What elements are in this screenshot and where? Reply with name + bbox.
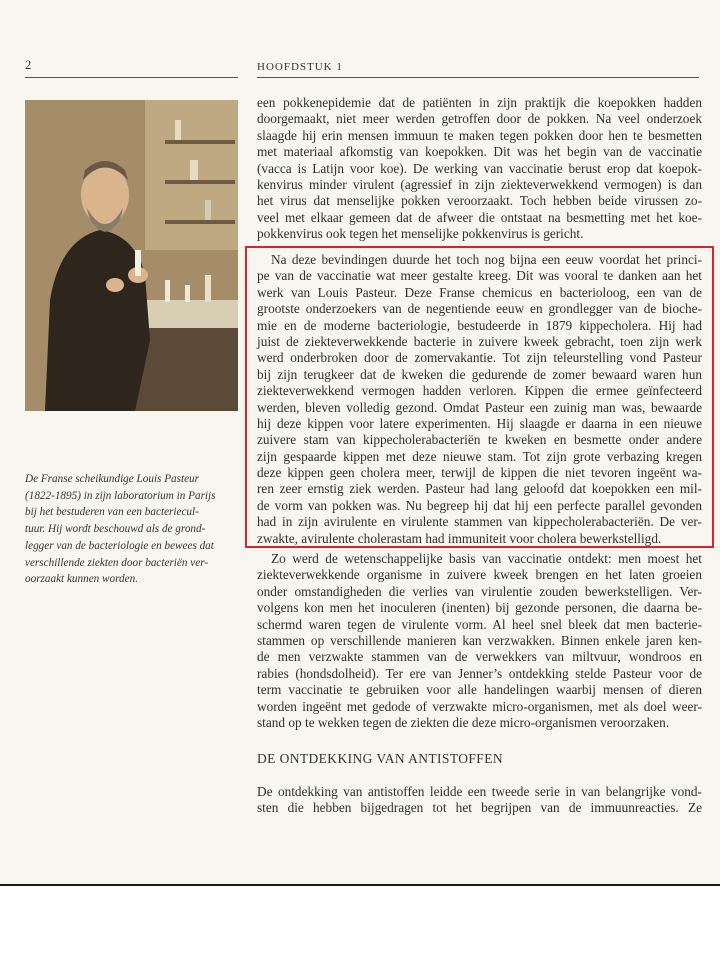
text-line: had in zijn avirulente en virulente stammen van kippecholerabacteriën. De ver- — [257, 514, 702, 530]
header-rule-right — [257, 77, 699, 78]
text-line: de vorm van pokken was. Nu begreep hij dat hij een perfecte parallel gevonden — [257, 497, 702, 513]
caption-line: De Franse scheikundige Louis Pasteur — [25, 473, 200, 485]
text-line: ziekteverwekkende organisme in zuivere kweek brengen en het laten groeien — [257, 567, 702, 583]
portrait-illustration — [25, 100, 238, 411]
text-line: grootste onderzoekers van de negentiende eeuw en grondlegger van de bioche- — [257, 301, 702, 317]
caption-line: (1822-1895) in zijn laboratorium in Parijs — [25, 489, 216, 502]
text-line: slaagde hij erin mensen immuun te maken tegen pokken door hen te besmetten — [257, 127, 702, 143]
text-line: werd onderbroken door de zomervakantie. Tot zijn teleurstelling vond Pasteur — [257, 350, 702, 366]
paragraph-1 — [257, 95, 702, 243]
caption-line: verschillende ziekten door bacteriën ver- — [25, 556, 209, 569]
text-line: doorgemaakt, niet meer werden getroffen door de pokken. Na veel onderzoek — [257, 111, 702, 127]
caption-line: oorzaakt kunnen worden. — [25, 573, 138, 586]
text-line: ziekteverwekkend vermogen hadden verloren. Kippen die ermee geïnfecteerd — [257, 383, 702, 399]
text-line: bij zijn terugkeer dat de kweken die gedurende de zomer bewaard waren hun — [257, 366, 702, 382]
pasteur-portrait-image — [25, 100, 238, 411]
caption-line: tuur. Hij wordt beschouwd als de grond- — [25, 523, 206, 536]
text-line: sten die hebben bijgedragen tot het begrijpen van de immuunreacties. Ze — [257, 800, 702, 816]
text-line: stammen op verschillende manieren kan verzwakken. Binnen enkele jaren ken- — [257, 632, 702, 648]
text-line: veel met elkaar gemeen dat de afweer die ontstaat na besmetting met het koe- — [257, 209, 702, 225]
text-line: Zo werd de wetenschappelijke basis van vaccinatie ontdekt: men moest het — [271, 551, 702, 566]
text-line: juist de ziekteverwekkende bacterie in zuivere kweek gebracht, toen zijn werk — [257, 333, 702, 349]
caption-line: legger van de bacteriologie en bewees dat — [25, 539, 214, 552]
text-line: deze kippen geen cholera meer, terwijl de kippen die niet tevoren ingeënt wa- — [257, 465, 702, 481]
text-line: volgens kon men het inoculeren (inenten) bij gezonde personen, die daarna be- — [257, 600, 702, 616]
text-line: werden, bleven volledig gezond. Omdat Pasteur een zuinig man was, bewaarde — [257, 399, 702, 415]
paragraph-3 — [257, 551, 702, 731]
text-line: hij deze kippen voor latere experimenten. Hij slaagde er daarna in een nieuwe — [257, 415, 702, 431]
highlight-annotation-box — [245, 246, 714, 548]
caption-line: bij het bestuderen van een bacteriecul- — [25, 506, 199, 519]
text-line: het virus dat menselijke pokken veroorzaakt. Toch hebben beide virussen zo- — [257, 193, 702, 209]
text-line: mie en de moderne bacteriologie, bestudeerde in 1879 kippecholera. Hij had — [257, 317, 702, 333]
text-line: zijn gespaarde kippen met deze nieuwe stam. Tot zijn grote verbazing kregen — [257, 448, 702, 464]
paragraph-4 — [257, 784, 702, 817]
text-line: Na deze bevindingen duurde het toch nog bijna een eeuw voordat het princi- — [271, 252, 702, 267]
text-line: met materiaal afkomstig van koepokken. Dit was het begin van de vaccinatie — [257, 144, 702, 160]
page-number: 2 — [25, 58, 32, 72]
text-line: ren zeer ernstig ziek werden. Pasteur had lang geloofd dat koepokken een mil- — [257, 481, 702, 497]
text-line: term vaccinatie te gebruiken voor alle handelingen waarbij mensen of dieren — [257, 682, 702, 698]
text-line: de men verzwakte stammen van de verwekkers van miltvuur, wondroos en — [257, 649, 702, 665]
text-line: De ontdekking van antistoffen leidde een tweede serie in van belangrijke vond- — [257, 784, 702, 799]
text-line: kenvirus minder virulent (agressief in zijn ziekteverwekkend vermogen) is dan — [257, 176, 702, 192]
text-line: pe van de vaccinatie wat meer gestalte kreeg. Dit was vooral te danken aan het — [257, 268, 702, 284]
section-heading: DE ONTDEKKING VAN ANTISTOFFEN — [257, 751, 503, 766]
text-line: werk van Louis Pasteur. Deze Franse chemicus en bacterioloog, een van de — [257, 284, 702, 300]
text-line: schermd waren tegen de virulente vorm. Al heel snel bleek dat men bacterie- — [257, 616, 702, 632]
text-line: (vacca is Latijn voor koe). De werking van vaccinatie berust erop dat koepok- — [257, 160, 702, 176]
figure-caption — [25, 471, 238, 588]
text-line: stand op te wekken tegen de ziekten die deze micro-organismen veroorzaken. — [257, 714, 670, 730]
text-line: worden ingeënt met gedode of verzwakte micro-organismen, met als doel weer- — [257, 698, 702, 714]
text-line: zwakte, avirulente cholerastam had immuniteit voor cholera bewerkstelligd. — [257, 530, 662, 546]
text-line: zuivere stam van kippecholerabacteriën te kweken en besmette onder andere — [257, 432, 702, 448]
text-line: een pokkenepidemie dat de patiënten in zijn praktijk die koepokken hadden — [257, 95, 702, 110]
chapter-title: HOOFDSTUK 1 — [257, 61, 343, 73]
page-bottom-edge — [0, 884, 720, 886]
text-line: onder omstandigheden die verlies van virulentie zouden bewerkstelligen. Ver- — [257, 583, 702, 599]
text-line: pokkenvirus ook tegen het menselijke pokkenvirus is gericht. — [257, 226, 584, 242]
text-line: rabies (hondsdolheid). Ter ere van Jenner’s ontdekking stelde Pasteur voor de — [257, 665, 702, 681]
header-rule-left — [25, 77, 238, 78]
